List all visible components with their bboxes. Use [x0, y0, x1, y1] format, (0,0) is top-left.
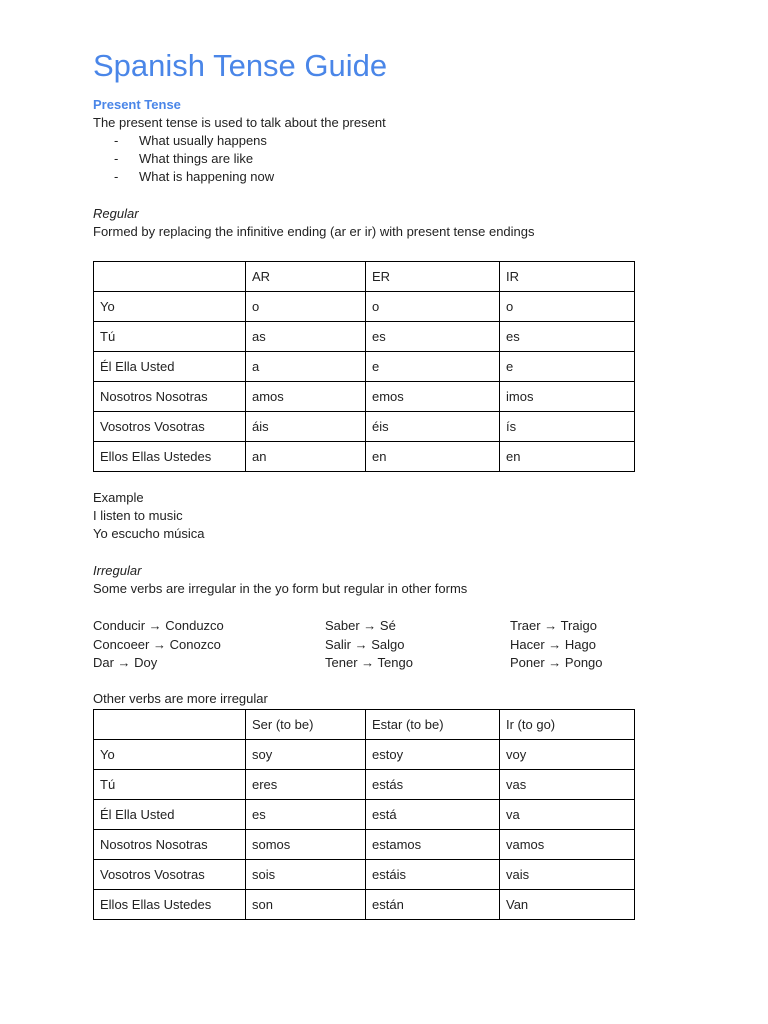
table-header-cell: IR [500, 262, 635, 292]
table-cell: imos [500, 382, 635, 412]
list-item-text: What usually happens [139, 133, 267, 148]
table-row [94, 890, 635, 920]
list-item-text: What things are like [139, 151, 254, 166]
table-cell: emos [366, 382, 500, 412]
table-row [94, 770, 635, 800]
dash-bullet: - [114, 133, 119, 148]
dash-bullet: - [114, 169, 119, 184]
table-cell: an [246, 442, 366, 472]
table-cell: a [246, 352, 366, 382]
table-cell: están [366, 890, 500, 920]
table-cell: Él Ella Usted [94, 800, 246, 830]
table-cell: en [500, 442, 635, 472]
verb-pair: Saber → Sé [325, 618, 396, 633]
list-item-text: What is happening now [139, 169, 275, 184]
regular-description: Formed by replacing the infinitive ending (ar er ir) with present tense endings [93, 224, 535, 239]
list-item [93, 132, 274, 150]
table-cell: sois [246, 860, 366, 890]
verb-column [93, 617, 224, 673]
list-item [93, 150, 274, 168]
table-cell: éis [366, 412, 500, 442]
table-row [94, 830, 635, 860]
verb-pair: Dar → Doy [93, 655, 158, 670]
table-cell: Él Ella Usted [94, 352, 246, 382]
table-row [94, 352, 635, 382]
table-cell: e [366, 352, 500, 382]
verb-pair: Hacer → Hago [510, 636, 596, 652]
table-cell: Van [500, 890, 635, 920]
table-row [94, 412, 635, 442]
other-irregular-label: Other verbs are more irregular [93, 691, 268, 706]
table-cell: Tú [94, 770, 246, 800]
table-cell: Ellos Ellas Ustedes [94, 890, 246, 920]
table-cell: o [246, 292, 366, 322]
table-row [94, 382, 635, 412]
example-spanish: Yo escucho música [93, 526, 205, 541]
table-header-row [94, 710, 635, 740]
table-cell: amos [246, 382, 366, 412]
table-header-cell: Ser (to be) [246, 710, 366, 740]
table-cell: e [500, 352, 635, 382]
irregular-description: Some verbs are irregular in the yo form but regular in other forms [93, 581, 468, 596]
table-cell: áis [246, 412, 366, 442]
table-header-cell [94, 710, 246, 740]
table-cell: vamos [500, 830, 635, 860]
table-cell: es [500, 322, 635, 352]
table-cell: es [366, 322, 500, 352]
table-cell: Vosotros Vosotras [94, 412, 246, 442]
verb-column [510, 617, 603, 673]
table-row [94, 800, 635, 830]
table-header-row [94, 262, 635, 292]
table-header-cell: Estar (to be) [366, 710, 500, 740]
table-cell: está [366, 800, 500, 830]
table-cell: estamos [366, 830, 500, 860]
table-cell: Ellos Ellas Ustedes [94, 442, 246, 472]
table-row [94, 860, 635, 890]
list-item [93, 168, 274, 186]
regular-endings-table [93, 261, 635, 472]
table-cell: o [500, 292, 635, 322]
present-uses-list [93, 132, 274, 186]
irregular-yo-verbs [93, 617, 653, 673]
verb-pair: Tener → Tengo [325, 655, 413, 670]
table-cell: va [500, 800, 635, 830]
verb-pair: Traer → Traigo [510, 618, 597, 633]
table-cell: Yo [94, 740, 246, 770]
example-english: I listen to music [93, 508, 183, 523]
table-cell: Vosotros Vosotras [94, 860, 246, 890]
table-cell: o [366, 292, 500, 322]
verb-column [325, 617, 413, 673]
table-cell: vais [500, 860, 635, 890]
table-header-cell: AR [246, 262, 366, 292]
verb-pair: Salir → Salgo [325, 636, 405, 652]
page-title: Spanish Tense Guide [93, 48, 388, 83]
dash-bullet: - [114, 151, 119, 166]
regular-heading: Regular [93, 206, 139, 221]
table-cell: estoy [366, 740, 500, 770]
present-tense-intro: The present tense is used to talk about the present [93, 115, 386, 130]
table-cell: es [246, 800, 366, 830]
table-cell: ís [500, 412, 635, 442]
table-cell: en [366, 442, 500, 472]
table-row [94, 292, 635, 322]
irregular-heading: Irregular [93, 563, 142, 578]
table-header-cell: ER [366, 262, 500, 292]
table-cell: Nosotros Nosotras [94, 830, 246, 860]
table-cell: somos [246, 830, 366, 860]
present-tense-heading: Present Tense [93, 97, 181, 112]
table-cell: Yo [94, 292, 246, 322]
verb-pair: Poner → Pongo [510, 655, 603, 670]
table-cell: as [246, 322, 366, 352]
table-cell: estás [366, 770, 500, 800]
table-row [94, 442, 635, 472]
table-cell: soy [246, 740, 366, 770]
table-cell: voy [500, 740, 635, 770]
table-cell: Nosotros Nosotras [94, 382, 246, 412]
verb-pair: Conducir → Conduzco [93, 618, 224, 633]
example-label: Example [93, 490, 144, 505]
table-cell: son [246, 890, 366, 920]
table-cell: eres [246, 770, 366, 800]
table-cell: Tú [94, 322, 246, 352]
table-header-cell [94, 262, 246, 292]
table-header-cell: Ir (to go) [500, 710, 635, 740]
table-row [94, 740, 635, 770]
table-row [94, 322, 635, 352]
table-cell: estáis [366, 860, 500, 890]
verb-pair: Concoeer → Conozco [93, 636, 221, 652]
irregular-verbs-table [93, 709, 635, 920]
table-cell: vas [500, 770, 635, 800]
